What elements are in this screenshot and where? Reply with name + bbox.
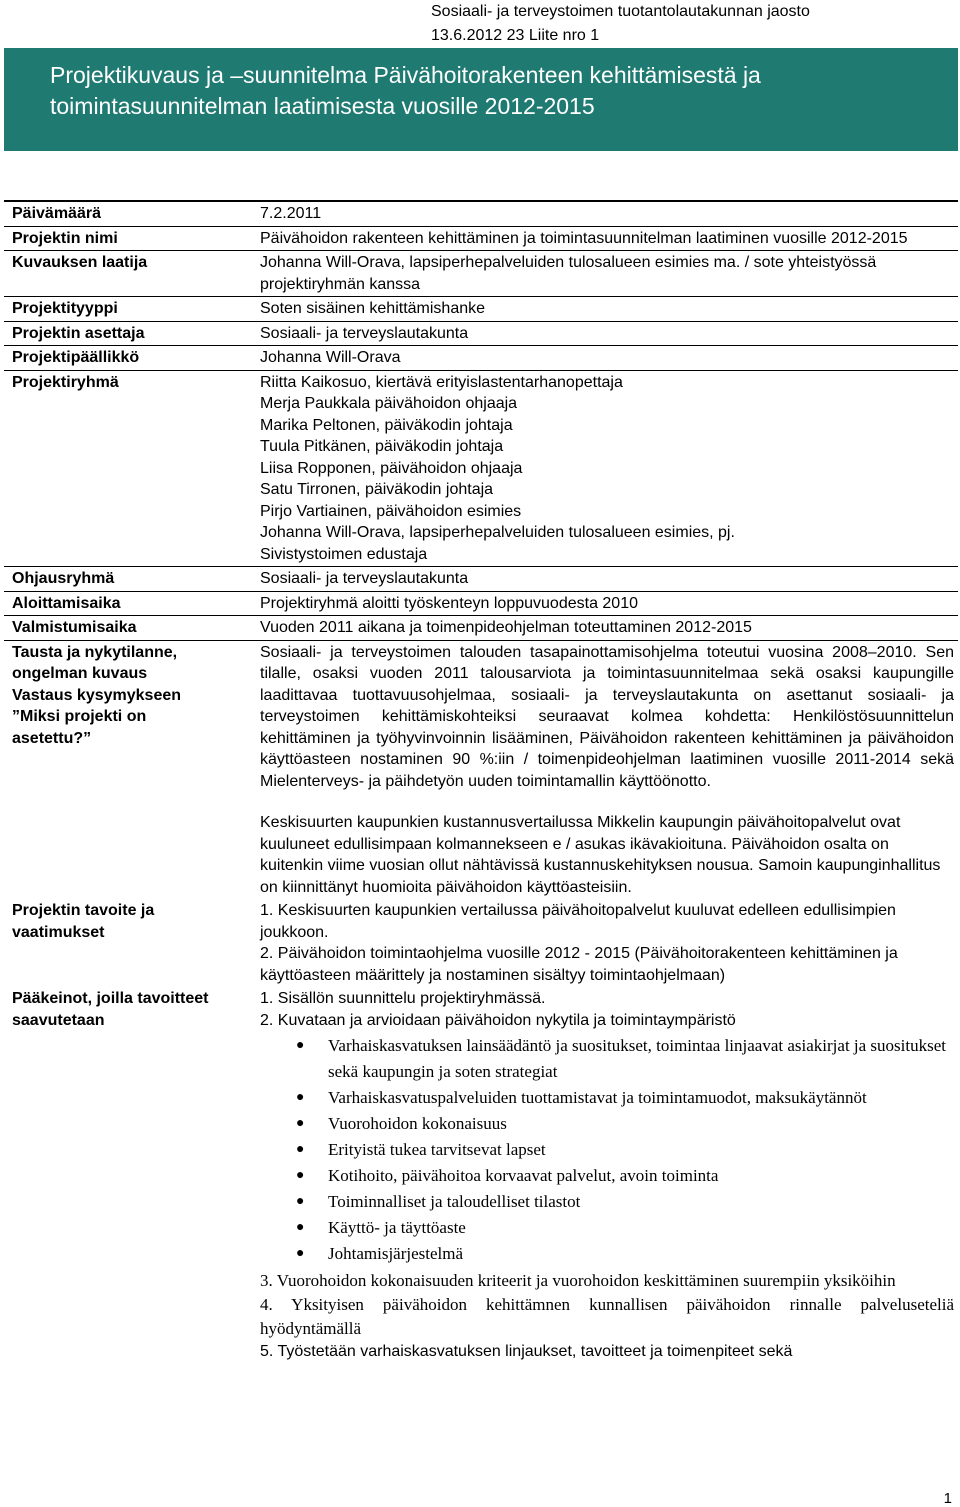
row-background <box>4 640 958 899</box>
team-member: Marika Peltonen, päiväkodin johtaja <box>260 416 513 434</box>
means-label: Pääkeinot, joilla tavoitteet saavutetaan <box>12 990 209 1029</box>
team-member: Merja Paukkala päivähoidon ohjaaja <box>260 395 518 412</box>
row-project-type <box>4 297 958 322</box>
row-means <box>4 987 958 1364</box>
row-team <box>4 370 958 567</box>
bullet-icon: ● <box>296 1116 305 1131</box>
means-list <box>254 987 958 1364</box>
start-value: Projektiryhmä aloitti työskenteyn loppuvuodesta 2010 <box>254 591 958 616</box>
manager-value: Johanna Will-Orava <box>254 346 958 371</box>
background-paragraph-2: Keskisuurten kaupunkien kustannusvertailussa Mikkelin kaupungin päivähoitopalvelut ovat kuuluneet edullisimpaan kolmannekseen e / asukas ikävakioituna. Päivähoidon osalta on kuitenkin viime vuosian ollut nähtävissä kustannuskehityksen nousua. Samoin kaupunginhallitus on kiinnittänyt huomioita päivähoidon käyttöasteisiin. <box>260 814 941 896</box>
row-finish-time <box>4 616 958 641</box>
row-author <box>4 251 958 297</box>
team-member: Riitta Kaikosuo, kiertävä erityislastentarhanopettaja <box>260 373 623 391</box>
list-item: ● Johtamisjärjestelmä <box>260 1241 954 1267</box>
team-members <box>254 370 958 567</box>
date-value: 7.2.2011 <box>254 201 958 226</box>
row-project-name <box>4 226 958 251</box>
start-label: Aloittamisaika <box>4 591 254 616</box>
row-manager <box>4 346 958 371</box>
goals-list <box>254 899 958 987</box>
means-item-5: 5. Työstetään varhaiskasvatuksen linjaukset, tavoitteet ja toimenpiteet sekä <box>260 1343 793 1360</box>
list-item: ● Vuorohoidon kokonaisuus <box>260 1111 954 1137</box>
means-item-1: 1. Sisällön suunnittelu projektiryhmässä. <box>260 990 546 1007</box>
bullet-icon: ● <box>296 1246 305 1261</box>
means-item-2: 2. Kuvataan ja arvioidaan päivähoidon nykytila ja toimintaympäristö <box>260 1011 736 1029</box>
goals-label: Projektin tavoite ja vaatimukset <box>12 902 155 941</box>
assigner-label: Projektin asettaja <box>4 321 254 346</box>
steering-label: Ohjausryhmä <box>4 567 254 592</box>
manager-label: Projektipäällikkö <box>4 346 254 371</box>
list-item: ● Varhaiskasvatuspalveluiden tuottamistavat ja toimintamuodot, maksukäytännöt <box>260 1085 954 1111</box>
list-item: ● Käyttö- ja täyttöaste <box>260 1215 954 1241</box>
team-label: Projektiryhmä <box>4 370 254 567</box>
committee-name: Sosiaali- ja terveystoimen tuotantolautakunnan jaosto <box>431 3 810 20</box>
goal-item: 2. Päivähoidon toimintaohjelma vuosille 2012 - 2015 (Päivähoitorakenteen kehittäminen ja käyttöasteen määrittely ja nostaminen sisältyy toimintaohjelmaan) <box>260 945 898 984</box>
background-label: Tausta ja nykytilanne, ongelman kuvaus Vastaus kysymykseen ”Miksi projekti on asetettu?” <box>4 640 254 899</box>
bullet-icon: ● <box>296 1168 305 1183</box>
team-member: Johanna Will-Orava, lapsiperhepalveluiden tulosalueen esimies, pj. <box>260 524 735 541</box>
bullet-icon: ● <box>296 1220 305 1235</box>
author-label: Kuvauksen laatija <box>4 251 254 297</box>
date-label: Päivämäärä <box>4 201 254 226</box>
list-item: ● Erityistä tukea tarvitsevat lapset <box>260 1137 954 1163</box>
document-header <box>431 0 951 48</box>
bullet-icon: ● <box>296 1038 305 1053</box>
row-assigner <box>4 321 958 346</box>
project-type-label: Projektityyppi <box>4 297 254 322</box>
row-goals <box>4 899 958 987</box>
list-item: ● Kotihoito, päivähoitoa korvaavat palvelut, avoin toiminta <box>260 1163 954 1189</box>
list-item: ● Toiminnalliset ja taloudelliset tilastot <box>260 1189 954 1215</box>
project-name-value: Päivähoidon rakenteen kehittäminen ja toimintasuunnitelman laatiminen vuosille 2012-2015 <box>254 226 958 251</box>
background-paragraph-1: Sosiaali- ja terveystoimen talouden tasapainottamisohjelma toteutui vuosina 2008–2010. Sen tilalle, osaksi vuoden 2011 talousarviota ja toimintasuunnitelmaa sekä osaksi kaupungille laadittavaa tuottavuusohjelmaa, sosiaali- ja terveyslautakunta on asettanut sosiaali- ja terveystoimen kehittämiskohteiksi seuraavat kolmea kohdetta: Henkilöstösuunnittelun kehittäminen ja työhyvinvoinnin lisääminen, Päivähoidon rakenteen kehittäminen ja päivähoidon käyttöasteen nostaminen 90 %:iin / toimenpideohjelman laatiminen vuosille 2011-2014 sekä Mielenterveys- ja päihdetyön uuden toimintamallin käyttöönotto. <box>260 643 954 790</box>
bullet-icon: ● <box>296 1090 305 1105</box>
background-text <box>254 640 958 899</box>
row-date <box>4 201 958 226</box>
date-reference: 13.6.2012 23 Liite nro 1 <box>431 27 600 44</box>
team-member: Pirjo Vartiainen, päivähoidon esimies <box>260 502 522 520</box>
finish-value: Vuoden 2011 aikana ja toimenpideohjelman toteuttaminen 2012-2015 <box>254 616 958 641</box>
means-item-3: 3. Vuorohoidon kokonaisuuden kriteerit ja vuorohoidon keskittäminen suurempiin yksiköihin <box>260 1271 896 1290</box>
page-number: 1 <box>943 1490 952 1507</box>
list-item: ● Varhaiskasvatuksen lainsäädäntö ja suositukset, toimintaa linjaavat asiakirjat ja suositukset sekä kaupungin ja soten strategiat <box>260 1033 954 1085</box>
means-item-4: 4. Yksityisen päivähoidon kehittämnen kunnallisen päivähoidon rinnalle palveluseteliä hyödyntämällä <box>260 1295 954 1338</box>
row-start-time <box>4 591 958 616</box>
steering-value: Sosiaali- ja terveyslautakunta <box>254 567 958 592</box>
team-member: Sivistystoimen edustaja <box>260 545 428 563</box>
project-type-value: Soten sisäinen kehittämishanke <box>254 297 958 322</box>
document-title: Projektikuvaus ja –suunnitelma Päivähoitorakenteen kehittämisestä ja toimintasuunnitelman laatimisesta vuosille 2012-2015 <box>50 62 761 119</box>
project-table <box>4 200 958 1364</box>
assigner-value: Sosiaali- ja terveyslautakunta <box>254 321 958 346</box>
team-member: Satu Tirronen, päiväkodin johtaja <box>260 481 494 498</box>
title-banner <box>4 48 958 151</box>
author-value: Johanna Will-Orava, lapsiperhepalveluiden tulosalueen esimies ma. / sote yhteistyössä projektiryhmän kanssa <box>254 251 958 297</box>
bullet-icon: ● <box>296 1142 305 1157</box>
team-member: Tuula Pitkänen, päiväkodin johtaja <box>260 438 504 455</box>
bullet-icon: ● <box>296 1194 305 1209</box>
row-steering-group <box>4 567 958 592</box>
goal-item: 1. Keskisuurten kaupunkien vertailussa päivähoitopalvelut kuuluvat edelleen edullisimpien joukkoon. <box>260 902 896 941</box>
project-name-label: Projektin nimi <box>4 226 254 251</box>
means-bullet-list <box>260 1033 954 1267</box>
team-member: Liisa Ropponen, päivähoidon ohjaaja <box>260 459 523 477</box>
finish-label: Valmistumisaika <box>4 616 254 641</box>
